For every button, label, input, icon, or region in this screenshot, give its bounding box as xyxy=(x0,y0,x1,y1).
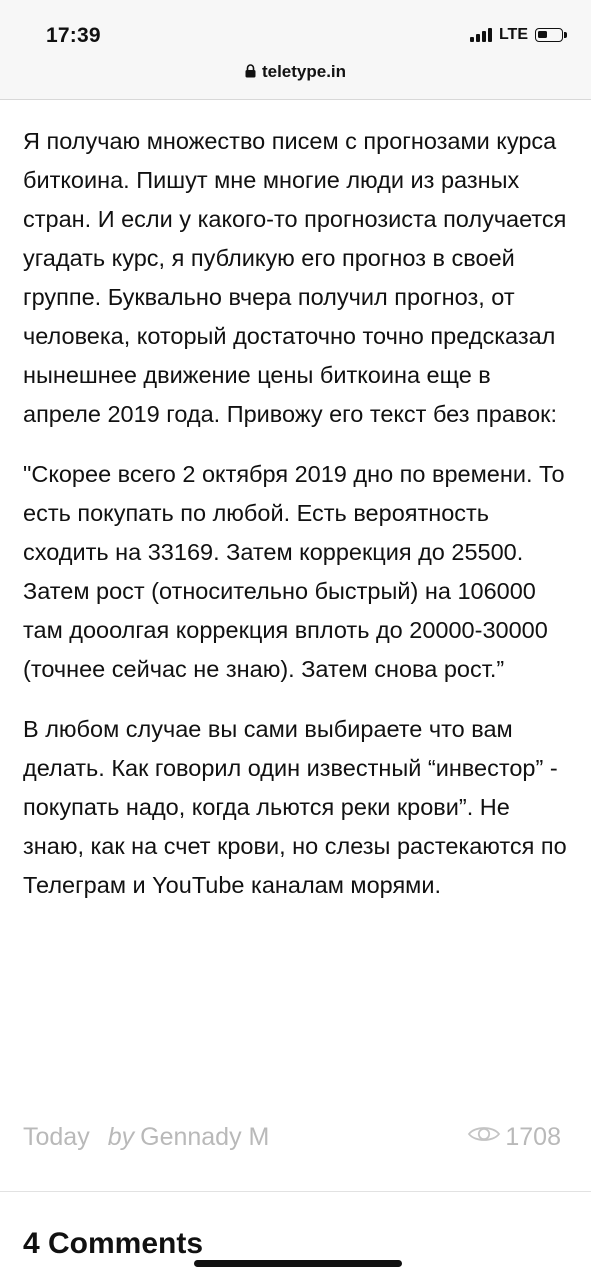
status-bar xyxy=(0,0,591,100)
address-bar[interactable] xyxy=(0,62,591,83)
article-quote: "Скорее всего 2 октября 2019 дно по времени. То есть покупать по любой. Есть вероятность сходить на 33169. Затем коррекция до 25500. Затем рост (относительно быстрый) на 106000 там дооолгая коррекция вплоть до 20000-30000 (точнее сейчас не знаю). Затем снова рост.” xyxy=(23,461,565,682)
article-paragraph: Я получаю множество писем с прогнозами курса биткоина. Пишут мне многие люди из разных стран. И если у какого-то прогнозиста получается угадать курс, я публикую его прогноз в своей группе. Буквально вчера получил прогноз, от человека, который достаточно точно предсказал нынешнее движение цены биткоина еще в апреле 2019 года. Привожу его текст без правок: xyxy=(23,128,567,427)
article-body xyxy=(23,122,571,926)
status-indicators xyxy=(470,26,563,44)
eye-icon xyxy=(467,1123,501,1152)
battery-icon xyxy=(535,28,563,42)
article-meta xyxy=(23,1123,561,1157)
lock-icon xyxy=(245,63,256,83)
home-indicator[interactable] xyxy=(194,1260,402,1267)
url-text: teletype.in xyxy=(261,62,347,81)
status-time: 17:39 xyxy=(46,24,101,47)
post-date: Today xyxy=(23,1123,90,1151)
network-type: LTE xyxy=(498,26,528,43)
divider xyxy=(0,1191,591,1192)
signal-icon xyxy=(470,28,492,42)
article-paragraph: В любом случае вы сами выбираете что вам делать. Как говорил один известный “инвестор” - покупать надо, когда льются реки крови”. Не знаю, как на счет крови, но слезы растекаются по Телеграм и YouTube каналам морями. xyxy=(23,716,567,898)
author-link[interactable]: Gennady M xyxy=(140,1123,270,1151)
views-counter xyxy=(467,1123,561,1152)
comments-heading: 4 Comments xyxy=(23,1227,204,1260)
views-count: 1708 xyxy=(505,1123,561,1151)
by-label: by xyxy=(107,1123,135,1151)
